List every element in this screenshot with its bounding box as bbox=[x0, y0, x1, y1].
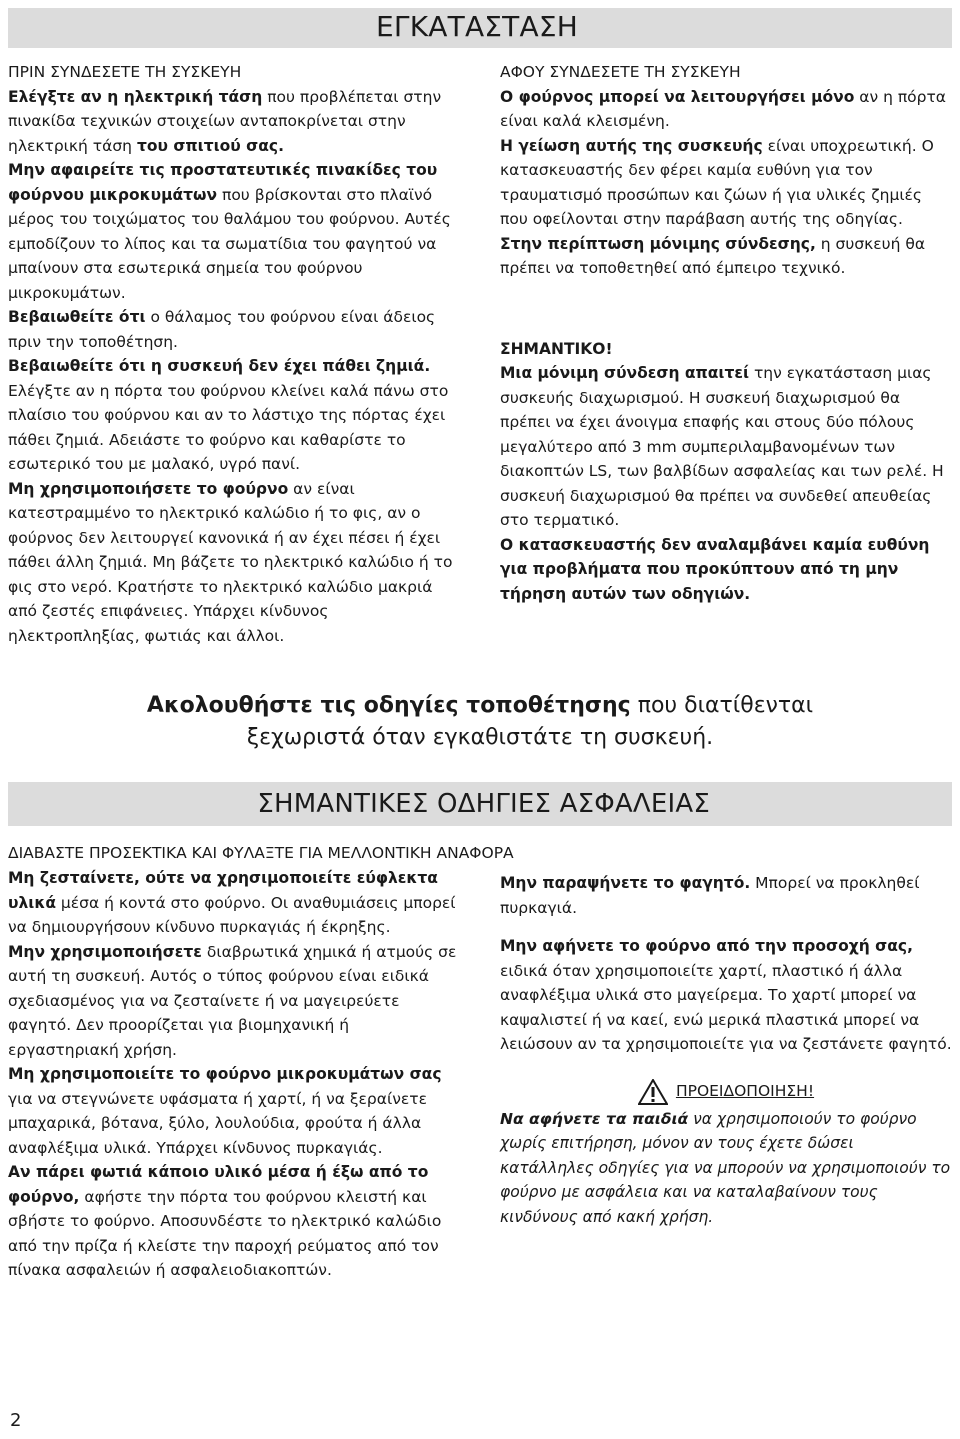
bold-text: Αν πάρει φωτιά κάποιο υλικό μέσα ή έξω από το φούρνο, bbox=[8, 1163, 429, 1206]
before-connect-section bbox=[8, 60, 460, 648]
installation-instructions-note: Ακολουθήστε τις οδηγίες τοποθέτησης που διατίθενται ξεχωριστά όταν εγκαθιστάτε τη συσκευή. bbox=[146, 693, 814, 750]
safety-subheading: ΔΙΑΒΑΣΤΕ ΠΡΟΣΕΚΤΙΚΑ ΚΑΙ ΦΥΛΑΞΤΕ ΓΙΑ ΜΕΛΛΟΝΤΙΚΗ ΑΝΑΦΟΡΑ bbox=[8, 844, 514, 862]
paragraph: Αν πάρει φωτιά κάποιο υλικό μέσα ή έξω από το φούρνο, αφήστε την πόρτα του φούρνου κλειστή και σβήστε το φούρνο. Αποσυνδέστε το ηλεκτρικό καλώδιο από την πρίζα ή κλείστε την παροχή ρεύματος από τον πίνακα ασφαλειών ή ασφαλειοδιακοπτών. bbox=[8, 1163, 442, 1279]
paragraph: Μη χρησιμοποιήσετε το φούρνο αν είναι κατεστραμμένο το ηλεκτρικό καλώδιο ή το φις, αν ο φούρνος δεν λειτουργεί κανονικά ή αν έχει πέσει ή έχει πάθει άλλη ζημιά. Μη βάζετε το ηλεκτρικό καλώδιο ή το φις στο νερό. Κρατήστε το ηλεκτρικό καλώδιο μακριά από ζεστές επιφάνειες. Υπάρχει κίνδυνος ηλεκτροπληξίας, φωτιάς και άλλοι. bbox=[8, 479, 453, 645]
paragraph: Μην αφήνετε το φούρνο από την προσοχή σας, ειδικά όταν χρησιμοποιείτε χαρτί, πλαστικό ή άλλα αναφλέξιμα υλικά στο μαγείρεμα. Το χαρτί μπορεί να καψαλιστεί ή να καεί, ενώ μερικά πλαστικά μπορεί να λειώσουν αν τα χρησιμοποιείτε για να ζεστάνετε φαγητό. bbox=[500, 937, 952, 1053]
safety-band bbox=[8, 782, 952, 826]
bold-text: Ελέγξτε αν η ηλεκτρική τάση bbox=[8, 87, 263, 106]
bold-text: Η γείωση αυτής της συσκευής bbox=[500, 136, 763, 155]
paragraph: Μην παραψήνετε το φαγητό. Μπορεί να προκληθεί πυρκαγιά. bbox=[500, 874, 920, 917]
after-connect-section bbox=[500, 60, 952, 606]
safety-left-column bbox=[8, 866, 464, 1283]
bold-text: Ο φούρνος μπορεί να λειτουργήσει μόνο bbox=[500, 87, 855, 106]
section-heading: ΠΡΙΝ ΣΥΝΔΕΣΕΤΕ ΤΗ ΣΥΣΚΕΥΗ bbox=[8, 63, 242, 81]
paragraph bbox=[500, 533, 952, 607]
bold-text: Ο κατασκευαστής δεν αναλαμβάνει καμία ευθύνη για προβλήματα που προκύπτουν από τη μην τήρηση αυτών των οδηγιών. bbox=[500, 535, 930, 603]
bold-text: Βεβαιωθείτε ότι η συσκευή δεν έχει πάθει ζημιά. bbox=[8, 357, 431, 375]
bold-text: Μη ζεσταίνετε, ούτε να χρησιμοποιείτε εύφλεκτα υλικά bbox=[8, 869, 438, 912]
page-number: 2 bbox=[10, 1410, 22, 1431]
bold-text: Στην περίπτωση μόνιμης σύνδεσης, bbox=[500, 234, 816, 253]
bold-text: Μην αφήνετε το φούρνο από την προσοχή σας, bbox=[500, 937, 913, 955]
paragraph: Η γείωση αυτής της συσκευής είναι υποχρεωτική. Ο κατασκευαστής δεν φέρει καμία ευθύνη για τον τραυματισμό προσώπων και ζώων ή για υλικές ζημιές που οφείλονται στην παράβαση αυτής της οδηγίας. bbox=[500, 136, 934, 228]
bold-text: Μην χρησιμοποιήσετε bbox=[8, 942, 202, 961]
section-heading: ΑΦΟΥ ΣΥΝΔΕΣΕΤΕ ΤΗ ΣΥΣΚΕΥΗ bbox=[500, 63, 741, 81]
paragraph: Μη ζεσταίνετε, ούτε να χρησιμοποιείτε εύφλεκτα υλικά μέσα ή κοντά στο φούρνο. Οι αναθυμιάσεις μπορεί να δημιουργήσουν κίνδυνο πυρκαγιάς ή έκρηξης. bbox=[8, 869, 456, 936]
paragraph: Βεβαιωθείτε ότι η συσκευή δεν έχει πάθει ζημιά. Ελέγξτε αν η πόρτα του φούρνου κλείνει καλά πάνω στο πλαίσιο του φούρνου και αν το λάστιχο της πόρτας έχει πάθει ζημιά. Αδειάστε το φούρνο και καθαρίστε το εσωτερικό του με μαλακό, υγρό πανί. bbox=[8, 357, 449, 473]
warning-heading bbox=[500, 1079, 952, 1105]
bold-text: Βεβαιωθείτε ότι bbox=[8, 308, 146, 326]
safety-title: ΣΗΜΑΝΤΙΚΕΣ ΟΔΗΓΙΕΣ ΑΣΦΑΛΕΙΑΣ bbox=[257, 789, 710, 819]
paragraph: Στην περίπτωση μόνιμης σύνδεσης, η συσκευή θα πρέπει να τοποθετηθεί από έμπειρο τεχνικό. bbox=[500, 234, 926, 277]
bold-text: Μην παραψήνετε το φαγητό. bbox=[500, 874, 751, 892]
warning-triangle-icon bbox=[638, 1079, 668, 1105]
paragraph: Μη χρησιμοποιείτε το φούρνο μικροκυμάτων σας για να στεγνώνετε υφάσματα ή χαρτί, ή να ξεραίνετε μπαχαρικά, βότανα, ξύλο, λουλούδια, φρούτα ή άλλα αναφλέξιμα υλικά. Υπάρχει κίνδυνος πυρκαγιάς. bbox=[8, 1065, 442, 1157]
bold-text: Μια μόνιμη σύνδεση απαιτεί bbox=[500, 364, 750, 382]
paragraph: Ελέγξτε αν η ηλεκτρική τάση που προβλέπεται στην πινακίδα τεχνικών στοιχείων ανταποκρίνεται στην ηλεκτρική τάση του σπιτιού σας. bbox=[8, 87, 442, 155]
safety-right-column bbox=[500, 871, 952, 1229]
bold-text: Να αφήνετε τα παιδιά bbox=[500, 1109, 689, 1128]
paragraph: Βεβαιωθείτε ότι ο θάλαμος του φούρνου είναι άδειος πριν την τοποθέτηση. bbox=[8, 308, 436, 351]
bold-text: Μη χρησιμοποιήσετε το φούρνο bbox=[8, 479, 289, 498]
page-title: ΕΓΚΑΤΑΣΤΑΣΗ bbox=[376, 10, 578, 43]
important-heading: ΣΗΜΑΝΤΙΚΟ! bbox=[500, 339, 613, 358]
paragraph: Να αφήνετε τα παιδιά να χρησιμοποιούν το φούρνο χωρίς επιτήρηση, μόνον αν τους έχετε δώσει κατάλληλες οδηγίες για να μπορούν να χρησιμοποιούν το φούρνο με ασφάλεια και να καταλαβαίνουν τους κινδύνους από κακή χρήση. bbox=[500, 1109, 951, 1226]
bold-text: Μην αφαιρείτε τις προστατευτικές πινακίδες του φούρνου μικροκυμάτων bbox=[8, 161, 438, 204]
warning-title: ΠΡΟΕΙΔΟΠΟΙΗΣΗ! bbox=[675, 1082, 815, 1101]
header-band bbox=[8, 8, 952, 48]
paragraph: Μια μόνιμη σύνδεση απαιτεί την εγκατάσταση μιας συσκευής διαχωρισμού. Η συσκευή διαχωρισμού θα πρέπει να έχει άνοιγμα επαφής και στους δύο πόλους μεγαλύτερο από 3 mm συμπεριλαμβανομένων των διακοπτών LS, των βαλβίδων ασφαλείας και των ρελέ. Η συσκευή διαχωρισμού θα πρέπει να συνδεθεί απευθείας στο τερματικό. bbox=[500, 364, 944, 529]
paragraph: Μην αφαιρείτε τις προστατευτικές πινακίδες του φούρνου μικροκυμάτων που βρίσκονται στο πλαϊνό μέρος του τοιχώματος του θαλάμου του φούρνου. Αυτές εμποδίζουν το λίπος και τα σωματίδια του φαγητού να μπαίνουν στα εσωτερικά σημεία του φούρνου μικροκυμάτων. bbox=[8, 161, 451, 302]
paragraph: Ο φούρνος μπορεί να λειτουργήσει μόνο αν η πόρτα είναι καλά κλεισμένη. bbox=[500, 87, 947, 130]
bold-text: του σπιτιού σας. bbox=[136, 136, 284, 155]
bold-text: Μη χρησιμοποιείτε το φούρνο μικροκυμάτων σας bbox=[8, 1065, 442, 1083]
paragraph: Μην χρησιμοποιήσετε διαβρωτικά χημικά ή ατμούς σε αυτή τη συσκευή. Αυτός ο τύπος φούρνου είναι ειδικά σχεδιασμένος για να ζεσταίνετε ή να μαγειρεύετε φαγητό. Δεν προορίζεται για βιομηχανική ή εργαστηριακή χρήση. bbox=[8, 942, 457, 1059]
